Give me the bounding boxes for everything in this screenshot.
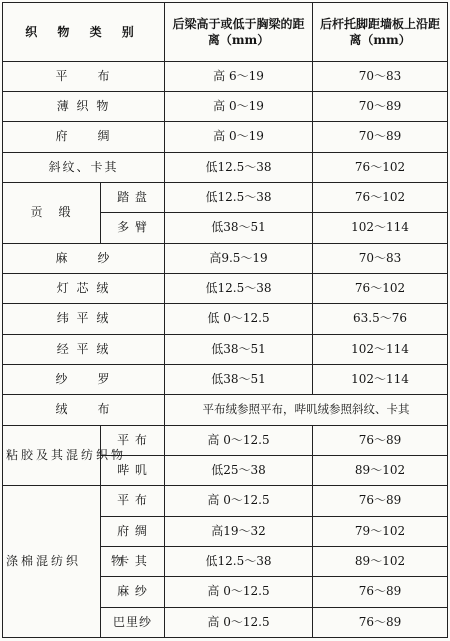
row-group-name: 贡 缎 (3, 182, 101, 243)
row-beam: 高 0～12.5 (165, 607, 313, 637)
row-name: 府 绸 (3, 122, 165, 152)
row-beam: 低 0～12.5 (165, 304, 313, 334)
row-rod: 76～89 (313, 607, 448, 637)
row-rod: 76～89 (313, 577, 448, 607)
row-name: 斜纹、卡其 (3, 152, 165, 182)
row-name: 纱 罗 (3, 364, 165, 394)
loom-settings-table (2, 2, 448, 638)
row-rod: 70～89 (313, 122, 448, 152)
row-rod: 76～102 (313, 152, 448, 182)
row-beam: 高9.5～19 (165, 243, 313, 273)
table-row (3, 273, 448, 303)
row-beam: 低38～51 (165, 334, 313, 364)
row-beam: 高 0～12.5 (165, 486, 313, 516)
row-rod: 89～102 (313, 455, 448, 485)
table-row (3, 91, 448, 121)
row-name: 纬 平 绒 (3, 304, 165, 334)
row-rod: 76～89 (313, 486, 448, 516)
table-row (3, 152, 448, 182)
row-rod: 102～114 (313, 334, 448, 364)
row-beam: 低12.5～38 (165, 546, 313, 576)
table-row (3, 425, 448, 455)
table-row (3, 122, 448, 152)
table-row (3, 243, 448, 273)
row-subname: 府 绸 (101, 516, 165, 546)
row-beam: 高 0～12.5 (165, 425, 313, 455)
row-rod: 70～89 (313, 91, 448, 121)
row-rod: 76～102 (313, 273, 448, 303)
table-row (3, 395, 448, 425)
row-beam: 低25～38 (165, 455, 313, 485)
row-group-name: 涤棉混纺织 物 (3, 486, 101, 638)
row-rod: 70～83 (313, 61, 448, 91)
row-subname: 平 布 (101, 425, 165, 455)
row-name: 平 布 (3, 61, 165, 91)
header-category: 织 物 类 别 (3, 3, 165, 62)
table-header-row (3, 3, 448, 62)
header-rod-distance: 后杆托脚距墙板上沿距离（mm） (313, 3, 448, 62)
row-beam: 高 0～19 (165, 91, 313, 121)
row-beam: 低12.5～38 (165, 152, 313, 182)
row-beam: 低38～51 (165, 213, 313, 243)
row-rod: 76～102 (313, 182, 448, 212)
row-name: 灯 芯 绒 (3, 273, 165, 303)
row-beam: 高 0～19 (165, 122, 313, 152)
table-row (3, 334, 448, 364)
row-beam: 高 6～19 (165, 61, 313, 91)
row-subname: 多 臂 (101, 213, 165, 243)
row-subname: 麻 纱 (101, 577, 165, 607)
row-rod: 76～89 (313, 425, 448, 455)
table-row (3, 486, 448, 516)
row-beam: 低12.5～38 (165, 273, 313, 303)
table-row (3, 182, 448, 212)
table-row (3, 61, 448, 91)
row-rod: 70～83 (313, 243, 448, 273)
row-name: 经 平 绒 (3, 334, 165, 364)
row-name: 绒 布 (3, 395, 165, 425)
row-beam: 低12.5～38 (165, 182, 313, 212)
row-subname: 平 布 (101, 486, 165, 516)
header-beam-height: 后梁高于或低于胸梁的距离（mm） (165, 3, 313, 62)
row-rod: 102～114 (313, 213, 448, 243)
row-rod: 63.5～76 (313, 304, 448, 334)
row-beam: 高 0～12.5 (165, 577, 313, 607)
table-row (3, 304, 448, 334)
row-group-name: 粘胶及其混纺织物 (3, 425, 101, 486)
row-subname: 巴里纱 (101, 607, 165, 637)
row-rod: 102～114 (313, 364, 448, 394)
table-row (3, 364, 448, 394)
row-name: 麻 纱 (3, 243, 165, 273)
row-note: 平布绒参照平布，哔叽绒参照斜纹、卡其 (165, 395, 448, 425)
row-beam: 低38～51 (165, 364, 313, 394)
row-rod: 89～102 (313, 546, 448, 576)
row-subname: 卡 其 (101, 546, 165, 576)
row-rod: 79～102 (313, 516, 448, 546)
row-subname: 哔 叽 (101, 455, 165, 485)
row-beam: 高19～32 (165, 516, 313, 546)
row-subname: 踏 盘 (101, 182, 165, 212)
row-name: 薄 织 物 (3, 91, 165, 121)
